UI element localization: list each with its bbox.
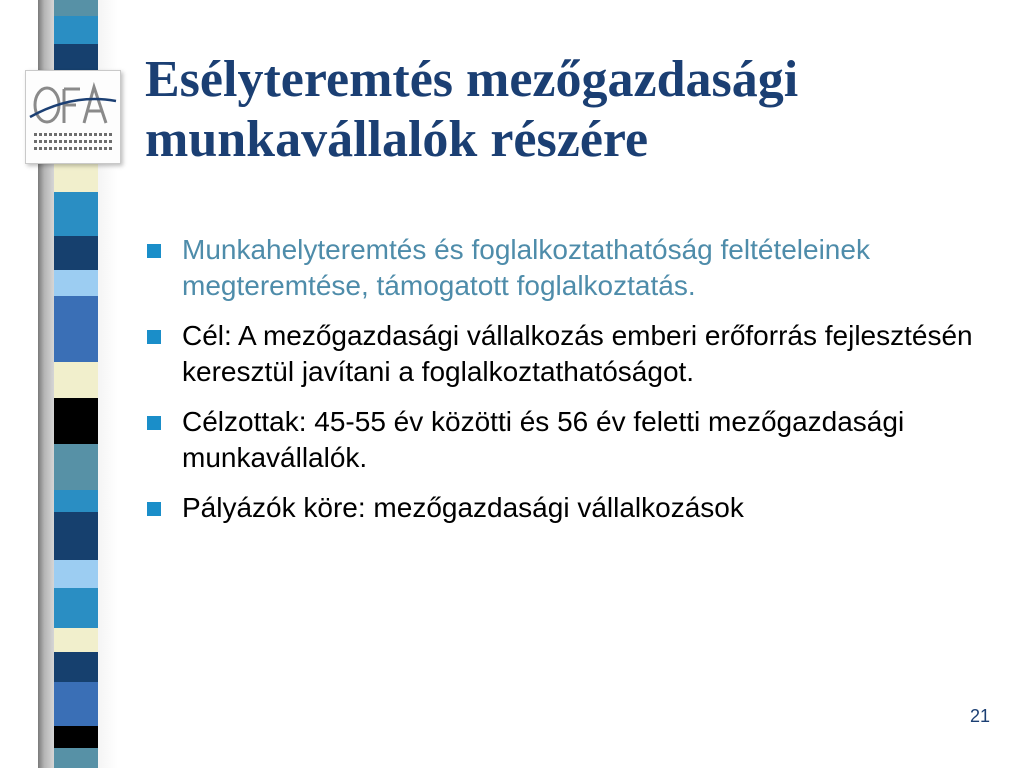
bullet-item [145, 404, 1005, 476]
bullet-text: Cél: A mezőgazdasági vállalkozás emberi erőforrás fejlesztésén keresztül javítani a foglalkoztathatóságot. [182, 320, 973, 387]
logo-caption-line [34, 133, 112, 136]
bullet-text: Munkahelyteremtés és foglalkoztathatóság feltételeinek megteremtése, támogatott foglalkoztatás. [182, 234, 870, 301]
page-number: 21 [969, 706, 991, 726]
slide-title: Esélyteremtés mezőgazdasági munkavállalók részére [145, 51, 799, 168]
bullet-item [145, 232, 1005, 304]
bullet-text: Pályázók köre: mezőgazdasági vállalkozások [182, 492, 744, 523]
logo-caption-line [34, 140, 112, 143]
logo-caption-line [34, 147, 112, 150]
bullet-item [145, 318, 1005, 390]
bullet-item [145, 490, 1005, 526]
square-bullet-icon [147, 330, 161, 344]
square-bullet-icon [147, 416, 161, 430]
square-bullet-icon [147, 502, 161, 516]
square-bullet-icon [147, 244, 161, 258]
bullet-text: Célzottak: 45-55 év közötti és 56 év feletti mezőgazdasági munkavállalók. [182, 406, 905, 473]
bullet-list [145, 232, 1005, 540]
ofa-logo [25, 70, 121, 164]
